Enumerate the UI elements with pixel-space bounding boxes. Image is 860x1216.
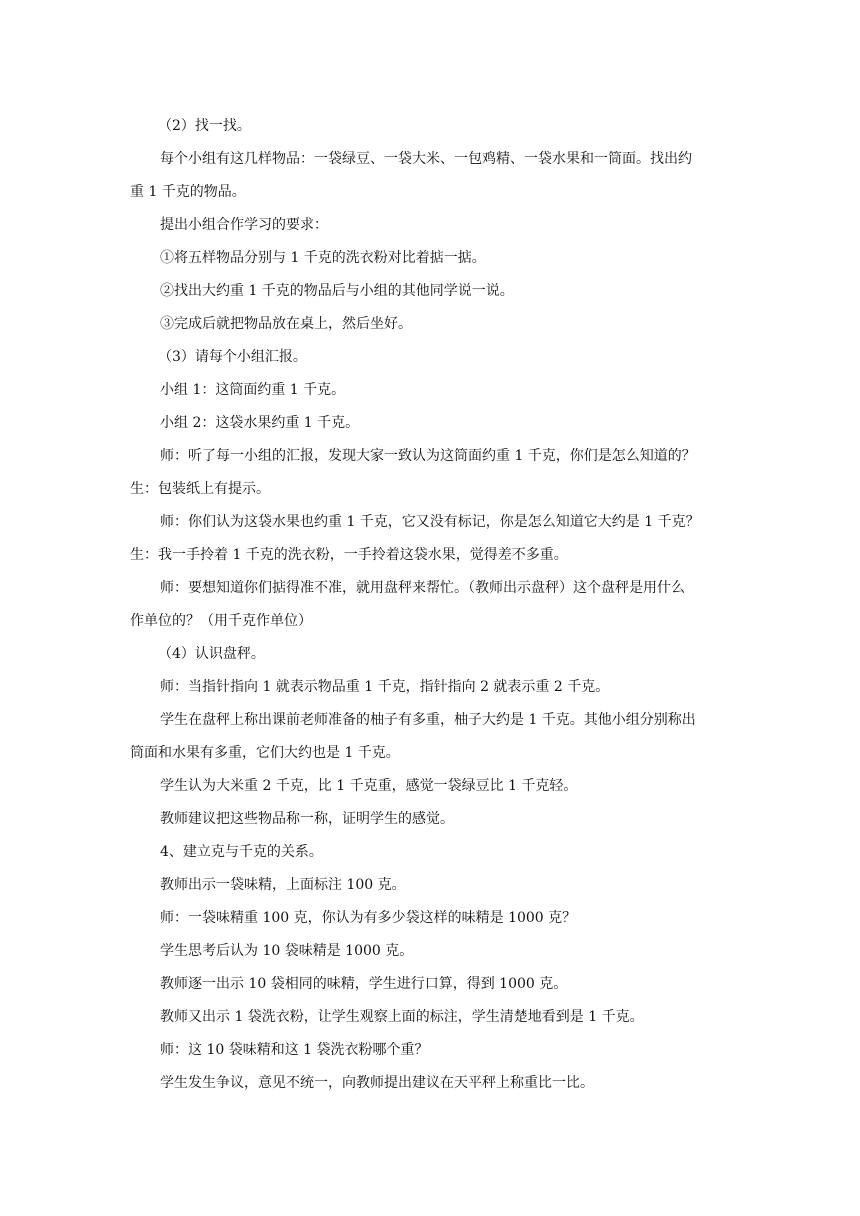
- paragraph-line: 教师出示一袋味精，上面标注 100 克。: [160, 877, 406, 893]
- paragraph-line: 筒面和水果有多重，它们大约也是 1 千克。: [130, 745, 400, 761]
- paragraph-line: 学生在盘秤上称出课前老师准备的柚子有多重，柚子大约是 1 千克。其他小组分别称出: [160, 712, 696, 728]
- dialogue-line: 小组 2：这袋水果约重 1 千克。: [160, 415, 360, 431]
- dialogue-line: 师：这 10 袋味精和这 1 袋洗衣粉哪个重？: [160, 1042, 429, 1058]
- dialogue-line: 师：一袋味精重 100 克，你认为有多少袋这样的味精是 1000 克？: [160, 910, 577, 926]
- dialogue-line: 作单位的？（用千克作单位）: [130, 613, 312, 629]
- dialogue-line: 生：我一手拎着 1 千克的洗衣粉，一手拎着这袋水果，觉得差不多重。: [130, 547, 568, 563]
- dialogue-line: 师：当指针指向 1 就表示物品重 1 千克，指针指向 2 就表示重 2 千克。: [160, 679, 610, 695]
- paragraph-line: 学生发生争议，意见不统一，向教师提出建议在天平秤上称重比一比。: [160, 1075, 594, 1091]
- paragraph-line: 教师建议把这些物品称一称，证明学生的感觉。: [160, 811, 454, 827]
- list-item: ①将五样物品分别与 1 千克的洗衣粉对比着掂一掂。: [160, 250, 486, 266]
- paragraph-line: 教师逐一出示 10 袋相同的味精，学生进行口算，得到 1000 克。: [160, 976, 568, 992]
- paragraph-line: 学生认为大米重 2 千克，比 1 千克重，感觉一袋绿豆比 1 千克轻。: [160, 778, 578, 794]
- subheading-report: （3）请每个小组汇报。: [158, 349, 307, 365]
- paragraph-line: 每个小组有这几样物品：一袋绿豆、一袋大米、一包鸡精、一袋水果和一筒面。找出约: [160, 151, 692, 167]
- dialogue-line: 生：包装纸上有提示。: [130, 481, 270, 497]
- paragraph-line: 重 1 千克的物品。: [130, 184, 246, 200]
- dialogue-line: 小组 1：这筒面约重 1 千克。: [160, 382, 346, 398]
- list-item: ③完成后就把物品放在桌上，然后坐好。: [160, 316, 412, 332]
- paragraph-line: 提出小组合作学习的要求：: [160, 217, 328, 233]
- dialogue-line: 师：要想知道你们掂得准不准，就用盘秤来帮忙。（教师出示盘秤）这个盘秤是用什么: [160, 580, 685, 596]
- paragraph-line: 教师又出示 1 袋洗衣粉，让学生观察上面的标注，学生清楚地看到是 1 千克。: [160, 1009, 644, 1025]
- document-body: [130, 110, 730, 1100]
- paragraph-line: 学生思考后认为 10 袋味精是 1000 克。: [160, 943, 414, 959]
- subheading-find: （2）找一找。: [158, 118, 251, 134]
- section-heading: 4、建立克与千克的关系。: [160, 844, 323, 860]
- subheading-scale: （4）认识盘秤。: [158, 646, 265, 662]
- dialogue-line: 师：你们认为这袋水果也约重 1 千克，它又没有标记，你是怎么知道它大约是 1 千克？: [160, 514, 700, 530]
- list-item: ②找出大约重 1 千克的物品后与小组的其他同学说一说。: [160, 283, 514, 299]
- dialogue-line: 师：听了每一小组的汇报，发现大家一致认为这筒面约重 1 千克，你们是怎么知道的？: [160, 448, 696, 464]
